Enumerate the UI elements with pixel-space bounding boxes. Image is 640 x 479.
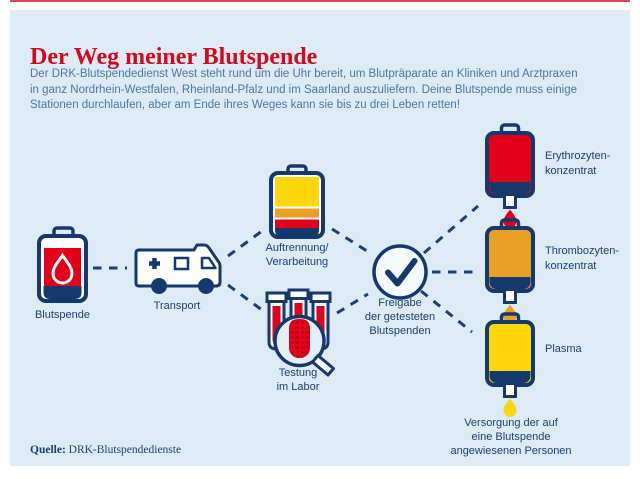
- blood-bag-red-icon: [487, 125, 533, 228]
- node-label-erythrozyten: konzentrat: [545, 165, 597, 177]
- node-label-versorgung: Versorgung der auf: [464, 417, 558, 429]
- drop-icon: [504, 399, 517, 418]
- source-line: [30, 444, 181, 456]
- blood-bag-icon: [39, 228, 86, 301]
- test-tubes-magnifier-icon: [267, 290, 334, 375]
- ambulance-icon: [136, 245, 220, 294]
- node-label-blutspende: Blutspende: [34, 309, 91, 321]
- flow-connector: [332, 229, 367, 251]
- node-label-auftrennung: Auftrennung/: [265, 242, 329, 254]
- node-label-freigabe: der getesteten: [364, 311, 436, 323]
- separation-bag-icon: [271, 166, 323, 237]
- source-label: Quelle:: [30, 444, 66, 456]
- flow-connector: [228, 285, 262, 310]
- node-label-freigabe: Blutspenden: [369, 325, 431, 337]
- node-label-freigabe: Freigabe: [378, 297, 422, 309]
- node-label-plasma: Plasma: [545, 343, 582, 355]
- intro-line: in ganz Nordrhein-Westfalen, Rheinland-Pfalz und im Saarland auszuliefern. Deine Blutspende muss einige: [30, 83, 577, 96]
- blood-bag-yellow-icon: [487, 314, 533, 417]
- node-label-thrombozyten: konzentrat: [545, 260, 597, 272]
- checkmark-circle-icon: [374, 246, 426, 298]
- intro-line: Stationen durchlaufen, aber am Ende ihres Weges kann sie bis zu drei Leben retten!: [30, 99, 461, 111]
- node-label-transport: Transport: [153, 300, 201, 312]
- node-label-thrombozyten: Thrombozyten-: [545, 245, 619, 257]
- node-label-erythrozyten: Erythrozyten-: [545, 150, 611, 162]
- flow-connector: [337, 294, 368, 313]
- flow-connector: [424, 206, 478, 253]
- node-label-versorgung: eine Blutspende: [471, 431, 551, 443]
- blood-bag-orange-icon: [487, 220, 533, 323]
- node-label-testung: Testung: [278, 367, 318, 379]
- page-title: Der Weg meiner Blutspende: [30, 44, 318, 71]
- node-label-versorgung: angewiesenen Personen: [450, 445, 572, 457]
- source-value: DRK-Blutspendedienste: [65, 444, 182, 456]
- node-label-auftrennung: Verarbeitung: [265, 256, 329, 268]
- node-label-testung: im Labor: [276, 381, 320, 393]
- intro-line: Der DRK-Blutspendedienst West steht rund um die Uhr bereit, um Blutpräparate an Kliniken und Arztpraxen: [30, 68, 578, 80]
- flow-connector: [228, 231, 262, 256]
